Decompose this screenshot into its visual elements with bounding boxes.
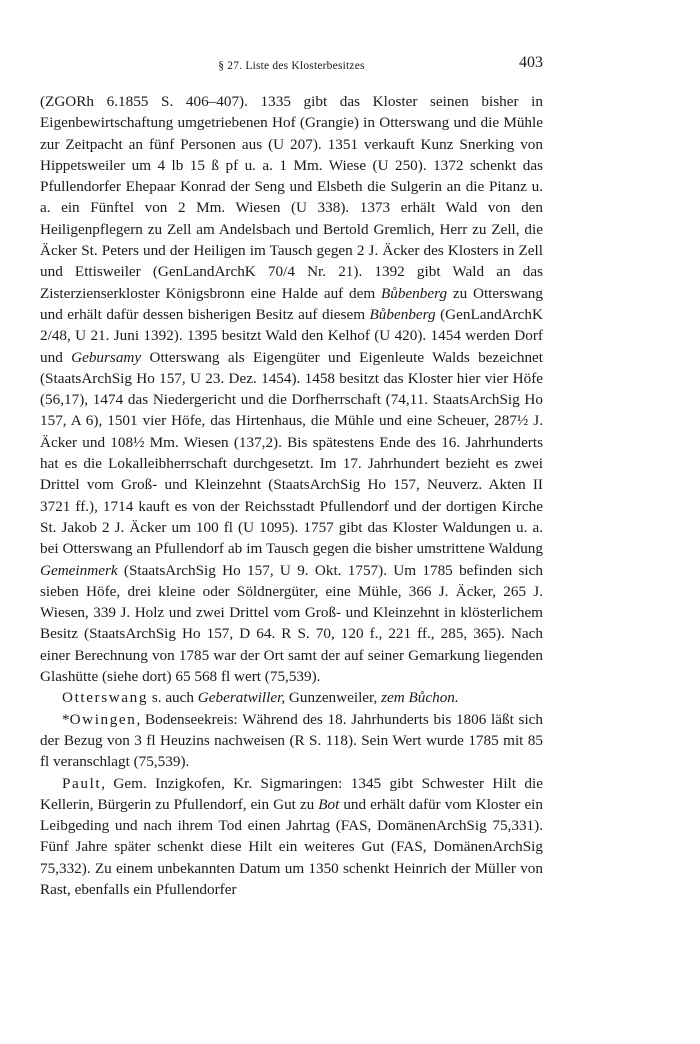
text-run: Otterswang als Eigengüter und Eigenleute Walds bezeichnet (StaatsArchSig Ho 157, U 23. Dez. 1454). 1458 besitzt das Kloster hier vier Höfe (56,17), 1474 das Niedergericht und die Dorfherrschaft (74,11. StaatsArchSig Ho 157, A 6), 1501 vier Höfe, das Hirtenhaus, die Mühle und eine Scheuer, 287½ J. Äcker und 108½ Mm. Wiesen (137,2). Bis spätestens Ende des 16. Jahrhunderts hat es die Lokalleibherrschaft durchgesetzt. Im 17. Jahrhundert bezieht es zwei Drittel vom Groß- und Kleinzehnt (StaatsArchSig Ho 157, Neuverz. Akten II 3721 ff.), 1714 kauft es von der Reichsstadt Pfullendorf und der dortigen Kirche St. Jakob 2 J. Äcker um 100 fl (U 1095). 1757 gibt das Kloster Waldungen u. a. bei Otterswang an Pfullendorf ab im Tausch gegen die bisher umstrittene Waldung [40, 348, 544, 558]
place-lemma: Owingen [69, 710, 137, 728]
place-lemma: Otterswang [62, 689, 149, 707]
place-lemma: Pault [62, 774, 102, 792]
italic-term: Bůbenberg [369, 305, 436, 323]
paragraph [40, 687, 543, 708]
italic-term: Bot [318, 795, 340, 813]
italic-term: Gebursamy [71, 348, 142, 366]
text-run: (GenLandArchK 2/48, U 21. Juni 1392). 1395 besitzt Wald den Kelhof (U 420). 1454 werden Dorf und [40, 305, 543, 366]
page-header [40, 54, 543, 74]
text-run: und erhält dafür vom Kloster ein Leibgeding und nach ihrem Tod einen Jahrtag (FAS, DomänenArchSig 75,331). Fünf Jahre später schenkt diese Hilt ein weiteres Gut (FAS, DomänenArchSig 75,332). Zu einem unbekannten Datum um 1350 schenkt Heinrich der Müller von Rast, ebenfalls ein Pfullendorfer [40, 795, 543, 898]
text-run: Gunzenweiler, [285, 689, 382, 707]
paragraph [40, 91, 543, 687]
paragraph [40, 773, 543, 901]
page-number: 403 [519, 54, 543, 71]
italic-term: Bůbenberg [380, 284, 448, 302]
text-run: * [62, 710, 70, 728]
body-text [40, 91, 543, 900]
running-title: § 27. Liste des Klosterbesitzes [218, 60, 365, 72]
italic-term: Geberatwiller, [197, 689, 286, 707]
italic-term: zem Bůchon. [381, 689, 459, 707]
text-run: (ZGORh 6.1855 S. 406–407). 1335 gibt das Kloster seinen bisher in Eigenbewirtschaftung umgetriebenen Hof (Grangie) in Otterswang und die Mühle zur Zeitpacht an fünf Personen aus (U 207). 1351 verkauft Kunz Snerking von Hippetsweiler um 4 lb 15 ß pf u. a. 1 Mm. Wiese (U 250). 1372 schenkt das Pfullendorfer Ehepaar Konrad der Seng und Elsbeth die Sulgerin an die Pitanz u. a. ein Fünftel von 2 Mm. Wiesen (U 338). 1373 erhält Wald von den Heiligenpflegern zu Zell am Andelsbach und Bertold Gremlich, Herr zu Zell, die Äcker St. Peters und der Heiligen im Tausch gegen 2 J. Äcker des Klosters in Zell und Ettisweiler (GenLandArchK 70/4 Nr. 21). 1392 gibt Wald an das Zisterzienserkloster Königsbronn eine Halde auf dem [40, 93, 543, 302]
text-run: , Bodenseekreis: Während des 18. Jahrhunderts bis 1806 läßt sich der Bezug von 3 fl Heuzins nachweisen (R S. 118). Sein Wert wurde 1785 mit 85 fl veranschlagt (75,539). [40, 710, 543, 771]
italic-term: Gemeinmerk [40, 561, 118, 579]
text-run: , Gem. Inzigkofen, Kr. Sigmaringen: 1345 gibt Schwester Hilt die Kellerin, Bürgerin zu Pfullendorf, ein Gut zu [40, 774, 543, 813]
paragraph [40, 709, 543, 773]
text-run: s. auch [148, 689, 198, 707]
text-run: zu Otterswang und erhält dafür dessen bisherigen Besitz auf diesem [40, 284, 543, 323]
text-run: (StaatsArchSig Ho 157, U 9. Okt. 1757). Um 1785 befinden sich sieben Höfe, drei kleine oder Söldnergüter, eine Mühle, 366 J. Äcker, 265 J. Wiesen, 339 J. Holz und zwei Drittel vom Groß- und Kleinzehnt in klösterlichem Besitz (StaatsArchSig Ho 157, D 64. R S. 70, 120 f., 221 ff., 285, 365). Nach einer Berechnung von 1785 war der Ort samt der auf seiner Gemarkung liegenden Glashütte (siehe dort) 65 568 fl wert (75,539). [40, 561, 543, 686]
